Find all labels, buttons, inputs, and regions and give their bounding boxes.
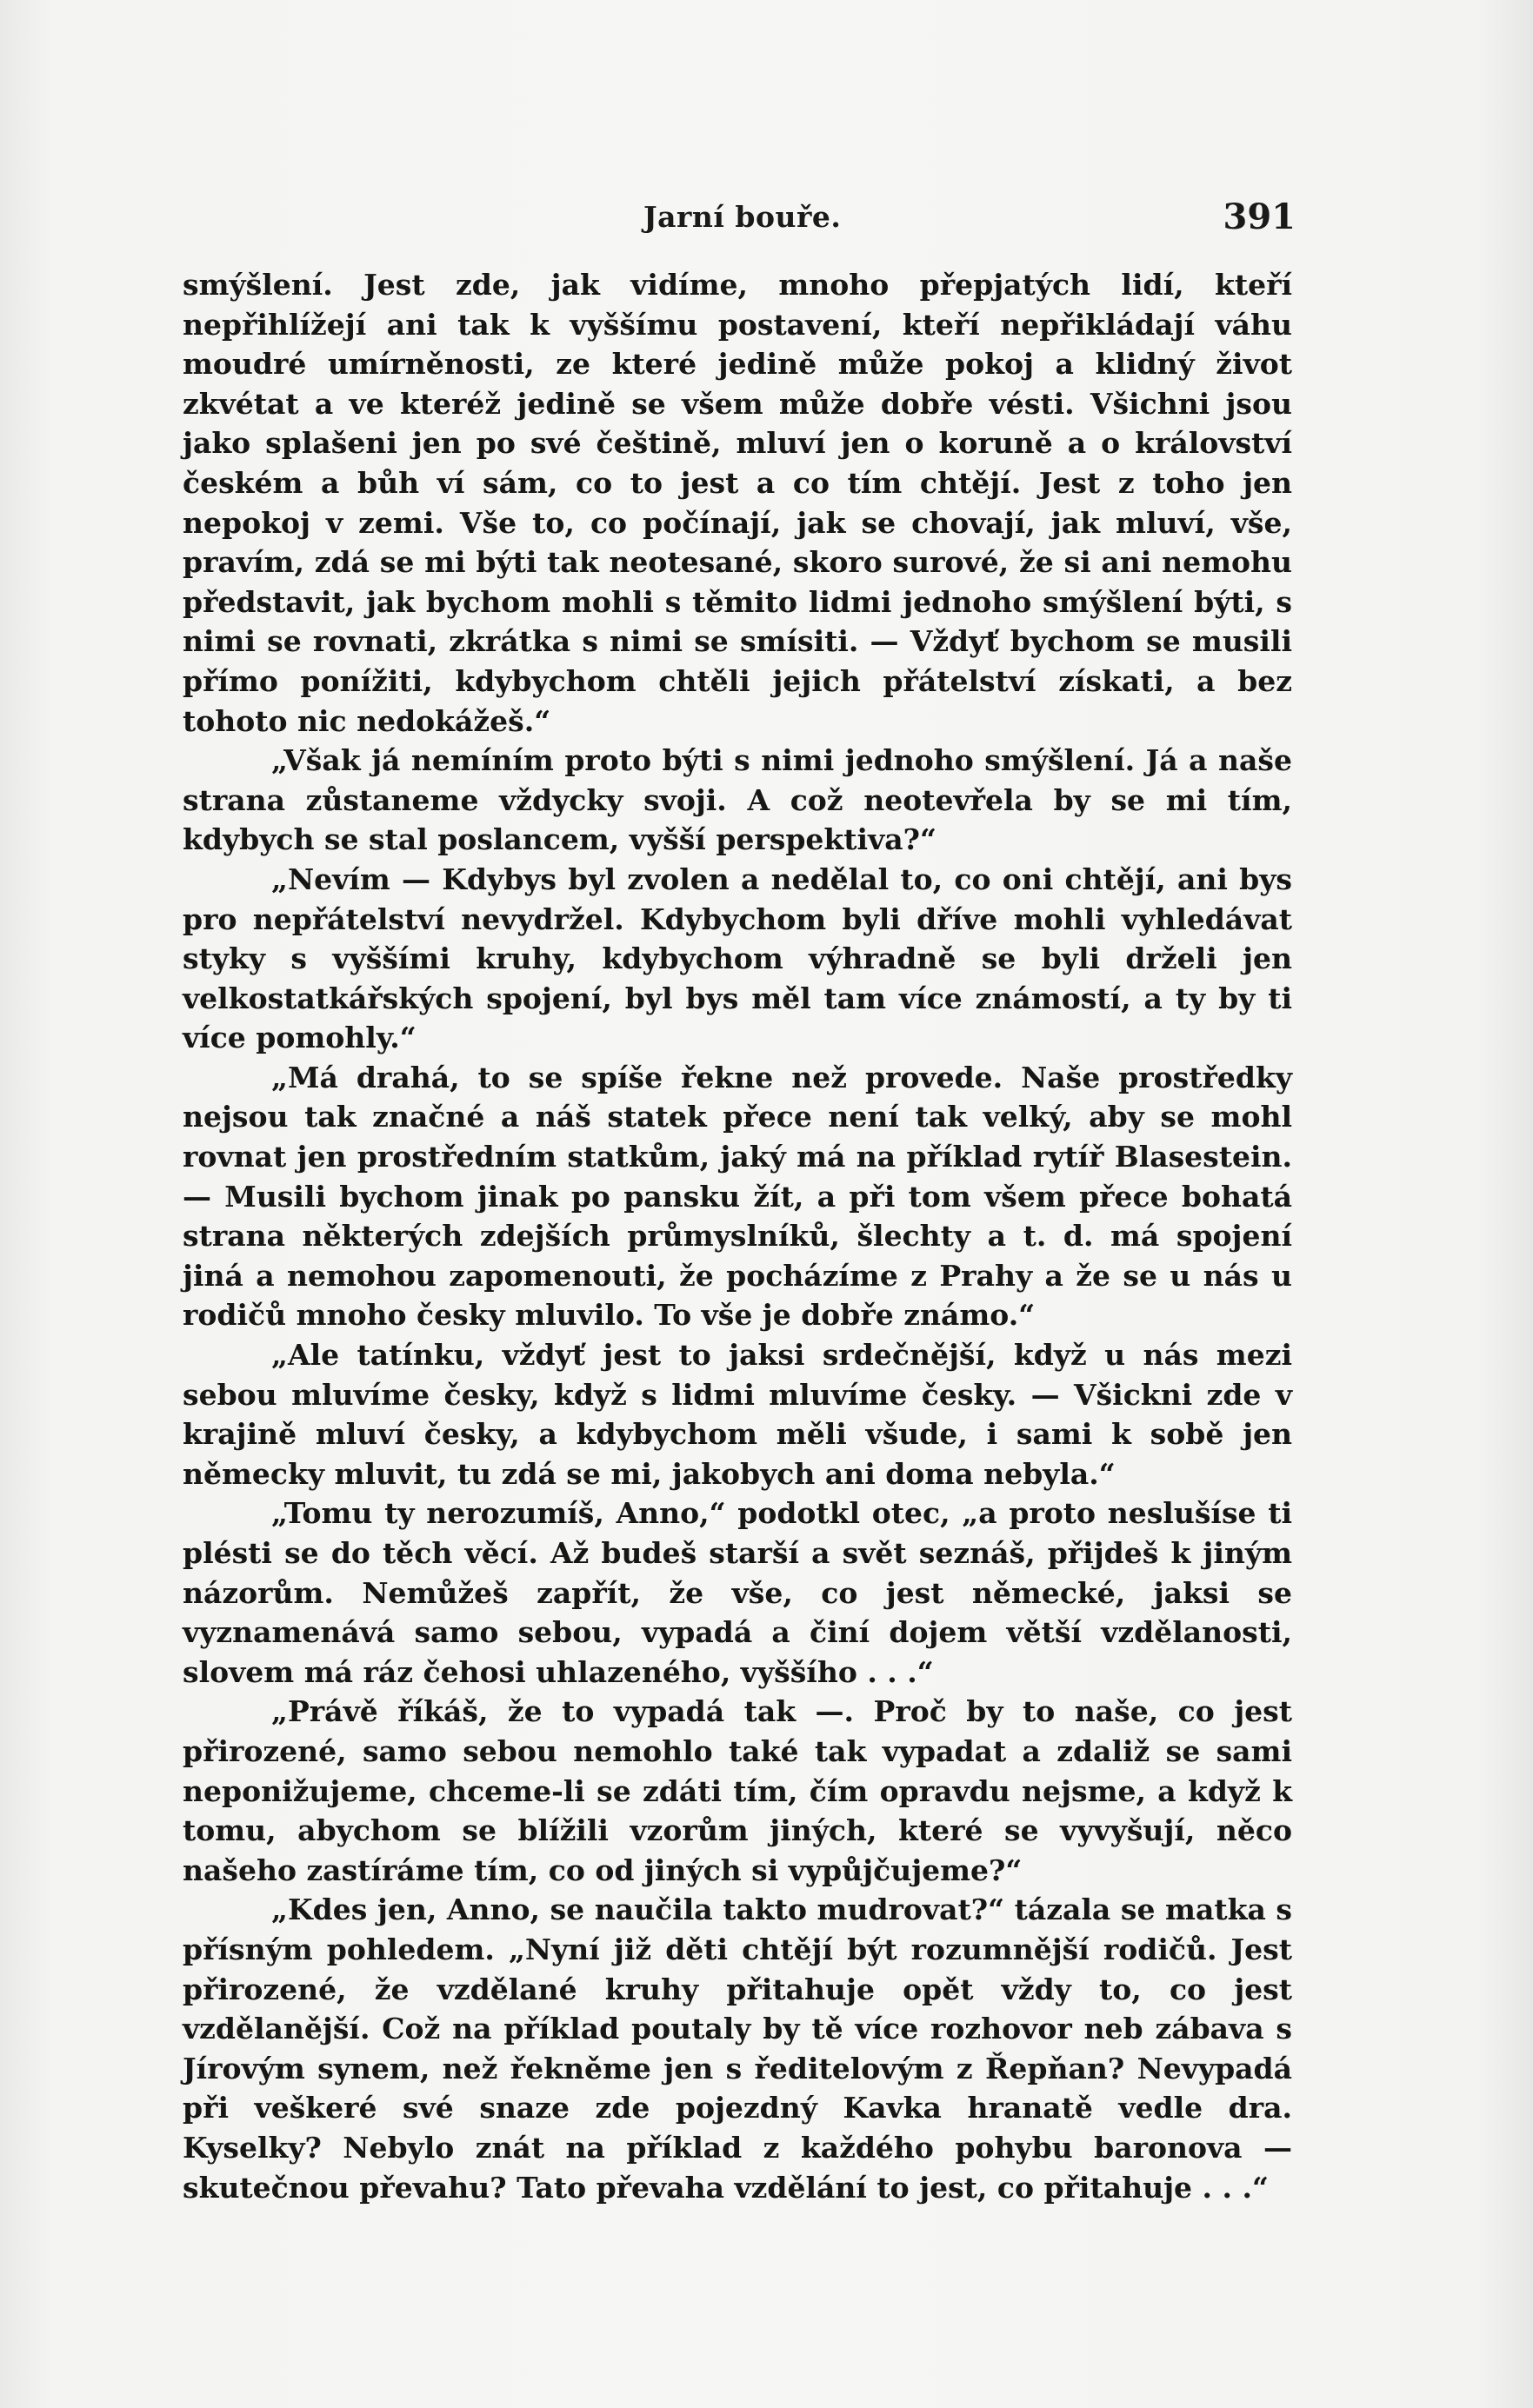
body-text	[183, 265, 1292, 2207]
paragraph: „Tomu ty nerozumíš, Anno,“ podotkl otec, „a proto neslušíse ti plésti se do těch věcí. Až budeš starší a svět seznáš, přijdeš k jiným názorům. Nemůžeš zapřít, že vše, co jest německé, jaksi se vyznamenává samo sebou, vypadá a činí dojem větší vzdělanosti, slovem má ráz čehosi uhlazeného, vyššího . . .“	[183, 1496, 1292, 1689]
paragraph: „Nevím — Kdybys byl zvolen a nedělal to, co oni chtějí, ani bys pro nepřátelství nevydržel. Kdybychom byli dříve mohli vyhledávat styky s vyššími kruhy, kdybychom výhradně se byli drželi jen velkostatkářských spojení, byl bys měl tam více známostí, a ty by ti více pomohly.“	[183, 861, 1292, 1055]
page-header	[183, 193, 1296, 245]
running-title: Jarní bouře.	[643, 200, 842, 234]
paragraph: „Kdes jen, Anno, se naučila takto mudrovat?“ tázala se matka s přísným pohledem. „Nyní již děti chtějí být rozumnější rodičů. Jest přirozené, že vzdělané kruhy přitahuje opět vždy to, co jest vzdělanější. Což na příklad poutaly by tě více rozhovor neb zábava s Jírovým synem, než řekněme jen s ředitelovým z Řepňan? Nevypadá při veškeré své snaze zde pojezdný Kavka hranatě vedle dra. Kyselky? Nebylo znát na příklad z každého pohybu baronova — skutečnou převahu? Tato převaha vzdělání to jest, co přitahuje . . .“	[183, 1892, 1292, 2205]
page-number: 391	[1223, 196, 1296, 237]
paragraph: „Však já nemíním proto býti s nimi jednoho smýšlení. Já a naše strana zůstaneme vždycky svoji. A což neotevřela by se mi tím, kdybych se stal poslancem, vyšší perspektiva?“	[183, 743, 1292, 857]
paragraph: smýšlení. Jest zde, jak vidíme, mnoho přepjatých lidí, kteří nepřihlížejí ani tak k vyššímu postavení, kteří nepřikládají váhu moudré umírněnosti, ze které jedině může pokoj a klidný život zkvétat a ve kteréž jedině se všem může dobře vésti. Všichni jsou jako splašeni jen po své češtině, mluví jen o koruně a o království českém a bůh ví sám, co to jest a co tím chtějí. Jest z toho jen nepokoj v zemi. Vše to, co počínají, jak se chovají, jak mluví, vše, pravím, zdá se mi býti tak neotesané, skoro surové, že si ani nemohu představit, jak bychom mohli s těmito lidmi jednoho smýšlení býti, s nimi se rovnati, zkrátka s nimi se smísiti. — Vždyť bychom se musili přímo ponížiti, kdybychom chtěli jejich přátelství získati, a bez tohoto nic nedokážeš.“	[183, 268, 1292, 738]
paragraph: „Ale tatínku, vždyť jest to jaksi srdečnější, když u nás mezi sebou mluvíme česky, když s lidmi mluvíme česky. — Všickni zde v krajině mluví česky, a kdybychom měli všude, i sami k sobě jen německy mluvit, tu zdá se mi, jakobych ani doma nebyla.“	[183, 1338, 1292, 1491]
paragraph: „Právě říkáš, že to vypadá tak —. Proč by to naše, co jest přirozené, samo sebou nemohlo také tak vypadat a zdaliž se sami neponižujeme, chceme-li se zdáti tím, čím opravdu nejsme, a když k tomu, abychom se blížili vzorům jiných, které se vyvyšují, něco našeho zastíráme tím, co od jiných si vypůjčujeme?“	[183, 1694, 1292, 1887]
paragraph: „Má drahá, to se spíše řekne než provede. Naše prostředky nejsou tak značné a náš statek přece není tak velký, aby se mohl rovnat jen prostředním statkům, jaký má na příklad rytíř Blasestein. — Musili bychom jinak po pansku žít, a při tom všem přece bohatá strana některých zdejších průmyslníků, šlechty a t. d. má spojení jiná a nemohou zapomenouti, že pocházíme z Prahy a že se u nás u rodičů mnoho česky mluvilo. To vše je dobře známo.“	[183, 1060, 1292, 1333]
